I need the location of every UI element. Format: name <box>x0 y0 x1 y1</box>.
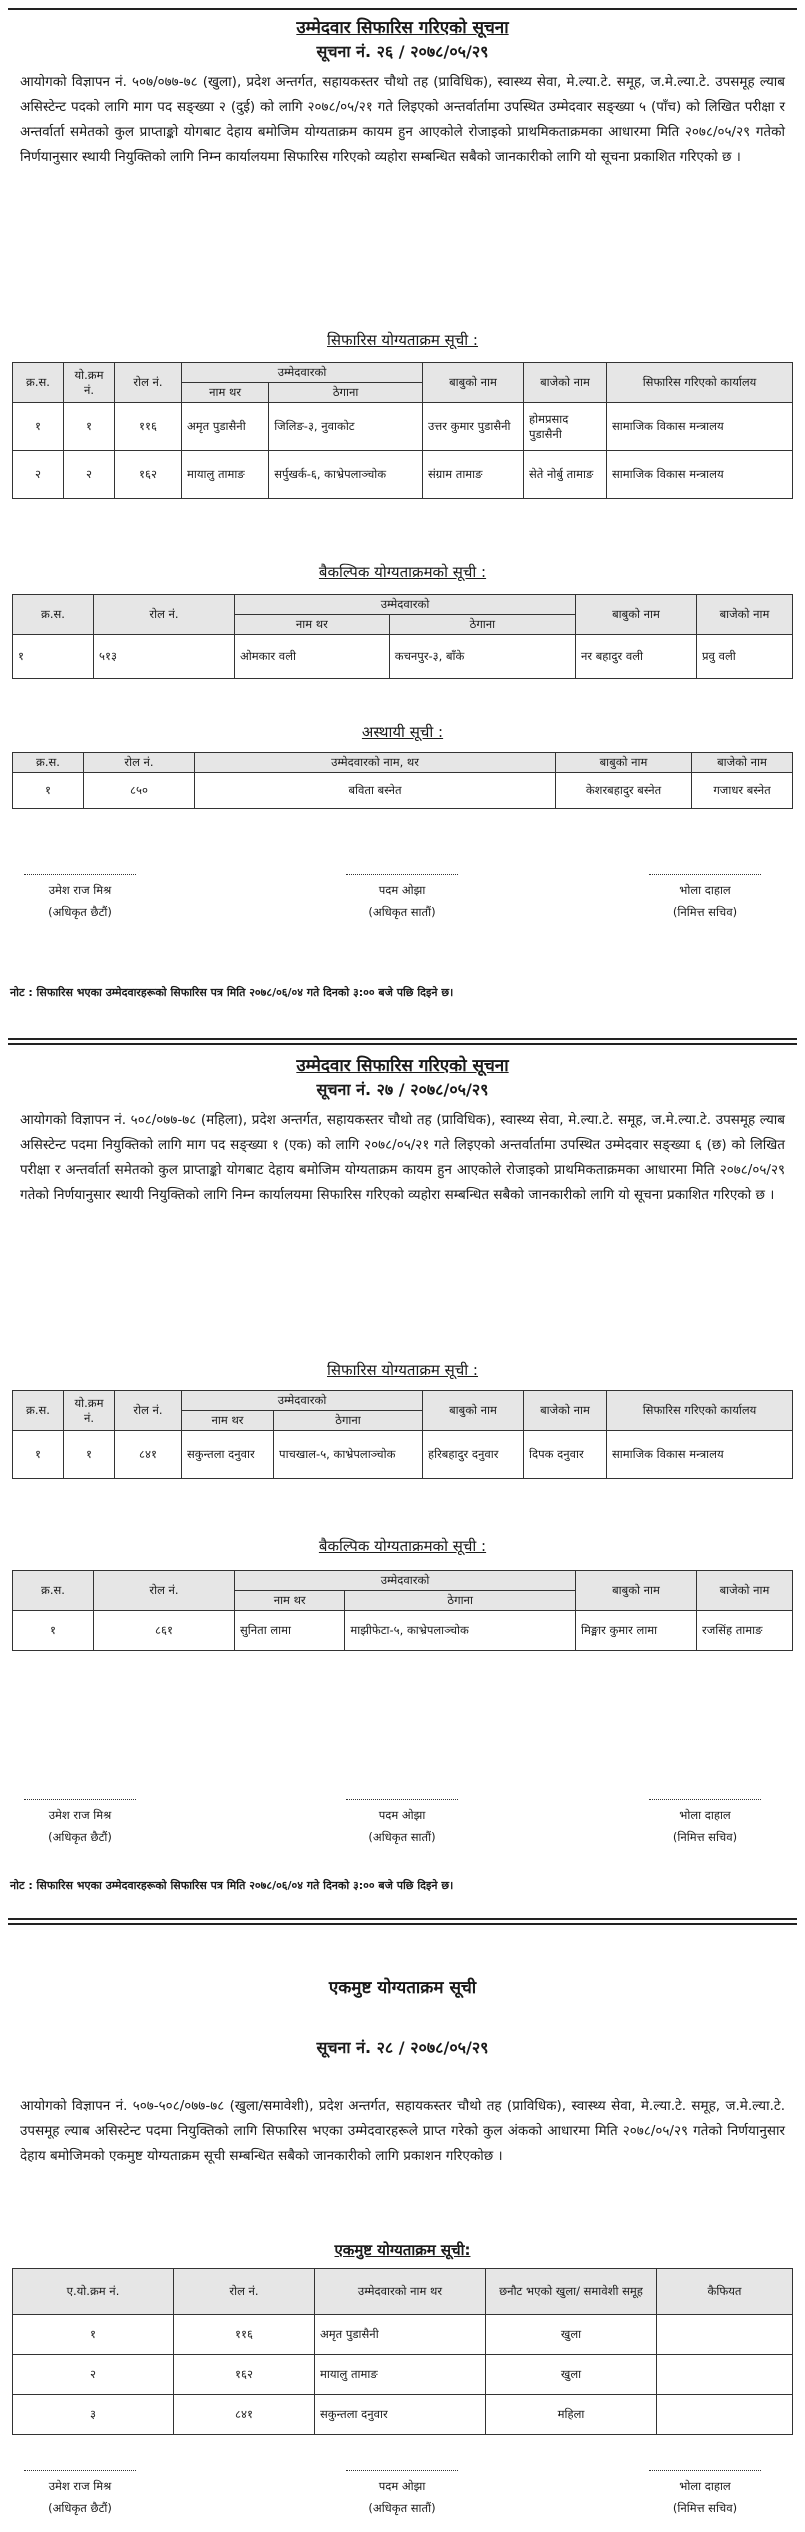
recommended-list-caption: सिफारिस योग्यताक्रम सूची : <box>327 1361 478 1379</box>
col-sn: क्र.स. <box>13 1571 94 1611</box>
signature-line <box>346 870 458 875</box>
signatory-role: (अधिकृत सातौं) <box>368 1830 436 1844</box>
table-row <box>13 1431 793 1479</box>
signatory-role: (अधिकृत सातौं) <box>368 905 436 919</box>
cell-grandfather: होमप्रसाद पुडासैनी <box>524 403 607 451</box>
cell-name: अमृत पुडासैनी <box>182 403 269 451</box>
signatories <box>0 2466 805 2526</box>
signature-line <box>346 1795 458 1800</box>
col-grandfather: बाजेको नाम <box>697 595 793 635</box>
col-roll: रोल नं. <box>94 595 235 635</box>
cell-office: सामाजिक विकास मन्त्रालय <box>607 1431 793 1479</box>
signatory-name: उमेश राज मिश्र <box>48 883 112 897</box>
cell-remarks <box>657 2355 793 2395</box>
col-grandfather: बाजेको नाम <box>524 363 607 403</box>
cell-merit: ३ <box>13 2395 174 2435</box>
cell-name: अमृत पुडासैनी <box>315 2315 486 2355</box>
cell-group: खुला <box>486 2315 657 2355</box>
cell-sn: २ <box>13 451 64 499</box>
signatory-name: भोला दाहाल <box>679 883 731 897</box>
col-name: नाम थर <box>235 615 390 635</box>
signatory-name: भोला दाहाल <box>679 1808 731 1822</box>
section-rule <box>8 1043 797 1045</box>
issuance-note: नोट : सिफारिस भएका उम्मेदवारहरूको सिफारिस पत्र मिति २०७८/०६/०४ गते दिनको ३:०० बजे पछि दिइने छ। <box>10 1879 454 1892</box>
issuance-note: नोट : सिफारिस भएका उम्मेदवारहरूको सिफारिस पत्र मिति २०७८/०६/०४ गते दिनको ३:०० बजे पछि दिइने छ। <box>10 986 454 999</box>
notice-title: एकमुष्ट योग्यताक्रम सूची <box>328 1978 477 1998</box>
alternate-list-caption: बैकल्पिक योग्यताक्रमको सूची : <box>318 563 487 581</box>
recommended-merit-table <box>12 362 793 499</box>
signature-line <box>24 2466 136 2471</box>
notice-number: सूचना नं. २७ / २०७८/०५/२९ <box>316 1080 489 1099</box>
table-header-row <box>13 2269 793 2315</box>
consolidated-merit-table <box>12 2268 793 2435</box>
signatory <box>322 870 482 923</box>
col-roll: रोल नं. <box>115 363 182 403</box>
signatory-role: (अधिकृत सातौं) <box>368 2501 436 2515</box>
col-name: नाम थर <box>182 383 269 403</box>
signatory <box>0 1795 160 1848</box>
table-header-row <box>13 753 793 773</box>
notice-title: उम्मेदवार सिफारिस गरिएको सूचना <box>296 1056 509 1076</box>
signatory-name: पदम ओझा <box>378 1808 426 1822</box>
cell-grandfather: सेते नोर्बु तामाङ <box>524 451 607 499</box>
cell-father: नर बहादुर वली <box>576 635 697 679</box>
table-header-row <box>13 363 793 383</box>
cell-roll: १६२ <box>115 451 182 499</box>
col-father: बाबुको नाम <box>556 753 692 773</box>
table-row <box>13 2355 793 2395</box>
cell-roll: ५१३ <box>94 635 235 679</box>
cell-office: सामाजिक विकास मन्त्रालय <box>607 451 793 499</box>
col-candidate: उम्मेदवारको <box>182 1391 423 1411</box>
cell-name: मायालु तामाङ <box>182 451 269 499</box>
section-rule <box>8 1918 797 1920</box>
col-roll: रोल नं. <box>84 753 195 773</box>
cell-address: पाचखाल-५, काभ्रेपलाञ्चोक <box>274 1431 423 1479</box>
table-row <box>13 2315 793 2355</box>
cell-address: कचनपुर-३, बाँके <box>389 635 575 679</box>
table-header-row <box>13 595 793 615</box>
col-office: सिफारिस गरिएको कार्यालय <box>607 363 793 403</box>
signatory <box>0 870 160 923</box>
cell-merit: १ <box>13 2315 174 2355</box>
section-rule <box>8 1038 797 1040</box>
col-address: ठेगाना <box>269 383 423 403</box>
signature-line <box>346 2466 458 2471</box>
notice-28-header <box>0 1976 805 2000</box>
col-address: ठेगाना <box>389 615 575 635</box>
signature-line <box>649 2466 761 2471</box>
cell-roll: ८४१ <box>115 1431 182 1479</box>
col-candidate: उम्मेदवारको <box>235 1571 576 1591</box>
cell-roll: ११६ <box>174 2315 315 2355</box>
recommended-merit-table <box>12 1390 793 1479</box>
table-header-row <box>13 1391 793 1411</box>
signature-line <box>649 1795 761 1800</box>
signatory-name: उमेश राज मिश्र <box>48 1808 112 1822</box>
table-row <box>13 1611 793 1651</box>
cell-father: केशरबहादुर बस्नेत <box>556 773 692 809</box>
temporary-list-caption: अस्थायी सूची : <box>361 723 444 741</box>
col-candidate: उम्मेदवारको <box>182 363 423 383</box>
cell-name: सकुन्तला दनुवार <box>182 1431 274 1479</box>
alternate-merit-table <box>12 1570 793 1651</box>
notice-26-header <box>0 16 805 64</box>
cell-roll: ११६ <box>115 403 182 451</box>
cell-address: माझीफेटा-५, काभ्रेपलाञ्चोक <box>345 1611 576 1651</box>
col-sn: क्र.स. <box>13 363 64 403</box>
signatory-name: उमेश राज मिश्र <box>48 2479 112 2493</box>
table-row <box>13 2395 793 2435</box>
col-father: बाबुको नाम <box>423 363 524 403</box>
signatory <box>625 870 785 923</box>
cell-name: बविता बस्नेत <box>195 773 556 809</box>
cell-father: संग्राम तामाङ <box>423 451 524 499</box>
cell-grandfather: गजाधर बस्नेत <box>692 773 793 809</box>
col-sn: क्र.स. <box>13 753 84 773</box>
cell-grandfather: रजसिंह तामाङ <box>697 1611 793 1651</box>
col-name: नाम थर <box>182 1411 274 1431</box>
cell-father: उत्तर कुमार पुडासैनी <box>423 403 524 451</box>
notice-27-header <box>0 1054 805 1102</box>
cell-sn: १ <box>13 403 64 451</box>
col-grandfather: बाजेको नाम <box>692 753 793 773</box>
cell-grandfather: दिपक दनुवार <box>524 1431 607 1479</box>
col-merit: यो.क्रम नं. <box>64 363 115 403</box>
consolidated-list-caption: एकमुष्ट योग्यताक्रम सूची: <box>334 2241 471 2259</box>
signatories <box>0 870 805 930</box>
col-sn: क्र.स. <box>13 1391 64 1431</box>
col-father: बाबुको नाम <box>576 1571 697 1611</box>
signatory-role: (निमित्त सचिव) <box>672 1830 738 1844</box>
signatory-name: पदम ओझा <box>378 883 426 897</box>
signature-line <box>649 870 761 875</box>
table-row <box>13 451 793 499</box>
signatory-role: (अधिकृत छैटौं) <box>48 1830 112 1844</box>
col-merit: यो.क्रम नं. <box>64 1391 115 1431</box>
alternate-merit-table <box>12 594 793 679</box>
signatory <box>322 2466 482 2519</box>
signatory <box>625 2466 785 2519</box>
cell-remarks <box>657 2315 793 2355</box>
notice-number: सूचना नं. २६ / २०७८/०५/२९ <box>316 42 489 61</box>
col-group: छनौट भएको खुला/ समावेशी समूह <box>486 2269 657 2315</box>
cell-merit: १ <box>64 403 115 451</box>
alternate-list-caption: बैकल्पिक योग्यताक्रमको सूची : <box>318 1537 487 1555</box>
cell-name: सुनिता लामा <box>235 1611 345 1651</box>
cell-roll: १६२ <box>174 2355 315 2395</box>
col-roll: रोल नं. <box>94 1571 235 1611</box>
col-roll: रोल नं. <box>174 2269 315 2315</box>
col-remarks: कैफियत <box>657 2269 793 2315</box>
signatory-role: (निमित्त सचिव) <box>672 905 738 919</box>
cell-father: हरिबहादुर दनुवार <box>423 1431 524 1479</box>
col-address: ठेगाना <box>274 1411 423 1431</box>
cell-roll: ८६१ <box>94 1611 235 1651</box>
cell-merit: २ <box>13 2355 174 2395</box>
notice-body: आयोगको विज्ञापन नं. ५०८/०७७-७८ (महिला), प्रदेश अन्तर्गत, सहायकस्तर चौथो तह (प्राविधिक), स्वास्थ्य सेवा, मे.ल्या.टे. समूह, ज.मे.ल्या.टे. उपसमूह ल्याब असिस्टेन्ट पदमा नियुक्तिको लागि माग पद सङ्ख्या १ (एक) को लागि २०७८/०५/२१ गते लिइएको अन्तर्वार्तामा उपस्थित उम्मेदवार सङ्ख्या ६ (छ) को लिखित परीक्षा र अन्तर्वार्ता समेतको कुल प्राप्ताङ्को योगबाट देहाय बमोजिम योग्यताक्रम कायम हुन आएकोले रोजाइको प्राथमिकताक्रमका आधारमा मिति २०७८/०५/२९ गतेको निर्णयानुसार स्थायी नियुक्तिको लागि निम्न कार्यालयमा सिफारिस गरिएको व्यहोरा सम्बन्धित सबैको जानकारीको लागि यो सूचना प्रकाशित गरिएको छ । <box>20 1112 785 1203</box>
notice-28-number <box>0 2036 805 2060</box>
col-father: बाबुको नाम <box>576 595 697 635</box>
col-name: उम्मेदवारको नाम, थर <box>195 753 556 773</box>
cell-group: खुला <box>486 2355 657 2395</box>
cell-address: जिलिङ-३, नुवाकोट <box>269 403 423 451</box>
cell-grandfather: प्रवु वली <box>697 635 793 679</box>
table-row <box>13 403 793 451</box>
cell-merit: २ <box>64 451 115 499</box>
cell-group: महिला <box>486 2395 657 2435</box>
notice-body: आयोगको विज्ञापन नं. ५०७/०७७-७८ (खुला), प्रदेश अन्तर्गत, सहायकस्तर चौथो तह (प्राविधिक), स्वास्थ्य सेवा, मे.ल्या.टे. समूह, ज.मे.ल्या.टे. उपसमूह ल्याब असिस्टेन्ट पदको लागि माग पद सङ्ख्या २ (दुई) को लागि २०७८/०५/२१ गते लिइएको अन्तर्वार्तामा उपस्थित उम्मेदवार सङ्ख्या ५ (पाँच) को लिखित परीक्षा र अन्तर्वार्ता समेतको कुल प्राप्ताङ्को योगबाट देहाय बमोजिम योग्यताक्रम कायम हुन आएकोले रोजाइको प्राथमिकताक्रमका आधारमा मिति २०७८/०५/२९ गतेको निर्णयानुसार स्थायी नियुक्तिको लागि निम्न कार्यालयमा सिफारिस गरिएको व्यहोरा सम्बन्धित सबैको जानकारीको लागि यो सूचना प्रकाशित गरिएको छ । <box>20 74 785 165</box>
cell-sn: १ <box>13 635 94 679</box>
cell-name: ओमकार वली <box>235 635 390 679</box>
col-name: नाम थर <box>235 1591 345 1611</box>
section-rule <box>8 1923 797 1925</box>
cell-name: सकुन्तला दनुवार <box>315 2395 486 2435</box>
signatory-role: (निमित्त सचिव) <box>672 2501 738 2515</box>
signatory-role: (अधिकृत छैटौं) <box>48 905 112 919</box>
col-name: उम्मेदवारको नाम थर <box>315 2269 486 2315</box>
recommended-list-caption: सिफारिस योग्यताक्रम सूची : <box>327 331 478 349</box>
cell-merit: १ <box>64 1431 115 1479</box>
col-father: बाबुको नाम <box>423 1391 524 1431</box>
col-address: ठेगाना <box>345 1591 576 1611</box>
cell-sn: १ <box>13 1611 94 1651</box>
notice-body: आयोगको विज्ञापन नं. ५०७-५०८/०७७-७८ (खुला/समावेशी), प्रदेश अन्तर्गत, सहायकस्तर चौथो तह (प्राविधिक), स्वास्थ्य सेवा, मे.ल्या.टे. समूह, ज.मे.ल्या.टे. उपसमूह ल्याब असिस्टेन्ट पदमा नियुक्तिको लागि सिफारिस भएका उम्मेदवारहरूले प्राप्त गरेको कुल अंकको आधारमा मिति २०७८/०५/२९ गतेको निर्णयानुसार देहाय बमोजिमको एकमुष्ट योग्यताक्रम सूची सम्बन्धित सबैको जानकारीको लागि प्रकाशन गरिएकोछ । <box>20 2098 785 2164</box>
col-sn: क्र.स. <box>13 595 94 635</box>
cell-address: सर्पुखर्क-६, काभ्रेपलाञ्चोक <box>269 451 423 499</box>
cell-name: मायालु तामाङ <box>315 2355 486 2395</box>
notice-title: उम्मेदवार सिफारिस गरिएको सूचना <box>296 18 509 38</box>
col-office: सिफारिस गरिएको कार्यालय <box>607 1391 793 1431</box>
signatory <box>625 1795 785 1848</box>
table-row <box>13 635 793 679</box>
table-row <box>13 773 793 809</box>
cell-father: मिङ्मार कुमार लामा <box>576 1611 697 1651</box>
signature-line <box>24 870 136 875</box>
col-grandfather: बाजेको नाम <box>524 1391 607 1431</box>
cell-office: सामाजिक विकास मन्त्रालय <box>607 403 793 451</box>
temporary-list-table <box>12 752 793 809</box>
cell-sn: १ <box>13 773 84 809</box>
col-candidate: उम्मेदवारको <box>235 595 576 615</box>
signatory-role: (अधिकृत छैटौं) <box>48 2501 112 2515</box>
table-header-row <box>13 1571 793 1591</box>
cell-remarks <box>657 2395 793 2435</box>
signature-line <box>24 1795 136 1800</box>
top-rule <box>8 8 797 10</box>
signatory <box>0 2466 160 2519</box>
cell-roll: ८४१ <box>174 2395 315 2435</box>
signatory <box>322 1795 482 1848</box>
col-roll: रोल नं. <box>115 1391 182 1431</box>
signatory-name: पदम ओझा <box>378 2479 426 2493</box>
cell-sn: १ <box>13 1431 64 1479</box>
signatories <box>0 1795 805 1855</box>
cell-roll: ८५० <box>84 773 195 809</box>
signatory-name: भोला दाहाल <box>679 2479 731 2493</box>
notice-number: सूचना नं. २८ / २०७८/०५/२९ <box>316 2038 489 2057</box>
col-merit: ए.यो.क्रम नं. <box>13 2269 174 2315</box>
col-grandfather: बाजेको नाम <box>697 1571 793 1611</box>
